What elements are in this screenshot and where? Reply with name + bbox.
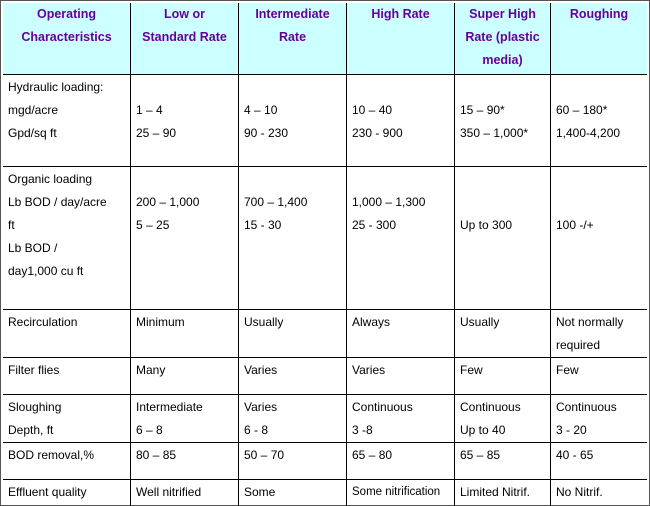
header-operating-characteristics: Operating Characteristics (3, 3, 131, 75)
trickling-filter-table (3, 3, 647, 506)
cell-sloughing-low: Intermediate 6 – 8 (131, 395, 239, 443)
row-label-filter-flies: Filter flies (3, 358, 131, 395)
row-label-recirculation: Recirculation (3, 310, 131, 358)
cell-recirculation-high: Always (347, 310, 455, 358)
header-roughing: Roughing (551, 3, 647, 75)
cell-effluent-high: Some nitrification (347, 480, 455, 506)
cell-hydraulic-super: 15 – 90* 350 – 1,000* (455, 75, 551, 167)
row-label-hydraulic-loading: Hydraulic loading: mgd/acre Gpd/sq ft (3, 75, 131, 167)
cell-hydraulic-intermediate: 4 – 10 90 - 230 (239, 75, 347, 167)
header-super-high-rate: Super High Rate (plastic media) (455, 3, 551, 75)
cell-effluent-roughing: No Nitrif. (556, 485, 603, 499)
cell-effluent-intermediate: Some (239, 480, 347, 506)
cell-flies-super: Few (455, 358, 551, 395)
table-row (3, 358, 647, 395)
row-label-effluent-quality: Effluent quality (3, 480, 131, 506)
cell-bod-roughing: 40 - 65 (551, 443, 647, 480)
cell-sloughing-super: Continuous Up to 40 (455, 395, 551, 443)
cell-flies-intermediate: Varies (239, 358, 347, 395)
row-label-sloughing: Sloughing Depth, ft (3, 395, 131, 443)
table-row (3, 75, 647, 167)
cell-recirculation-low: Minimum (131, 310, 239, 358)
cell-recirculation-roughing: Not normally required (551, 310, 647, 358)
cell-bod-high: 65 – 80 (347, 443, 455, 480)
cell-sloughing-roughing: Continuous 3 - 20 (551, 395, 647, 443)
cell-sloughing-high: Continuous 3 -8 (347, 395, 455, 443)
cell-recirculation-super: Usually (455, 310, 551, 358)
cell-organic-roughing: 100 -/+ (551, 167, 647, 310)
cell-bod-super: 65 – 85 (455, 443, 551, 480)
cell-effluent-low: Well nitrified (131, 480, 239, 506)
row-label-bod-removal: BOD removal,% (3, 443, 131, 480)
cell-flies-low: Many (131, 358, 239, 395)
header-low-rate: Low or Standard Rate (131, 3, 239, 75)
cell-hydraulic-low: 1 – 4 25 – 90 (131, 75, 239, 167)
table-row (3, 443, 647, 480)
cell-organic-high: 1,000 – 1,300 25 - 300 (347, 167, 455, 310)
row-label-organic-loading: Organic loading Lb BOD / day/acre ft Lb BOD / day1,000 cu ft (3, 167, 131, 310)
cell-hydraulic-high: 10 – 40 230 - 900 (347, 75, 455, 167)
header-high-rate: High Rate (347, 3, 455, 75)
table-row (3, 480, 647, 506)
cell-recirculation-intermediate: Usually (239, 310, 347, 358)
cell-bod-intermediate: 50 – 70 (239, 443, 347, 480)
header-row (3, 3, 647, 75)
cell-effluent-super: Limited Nitrif. (455, 480, 551, 506)
cell-organic-low: 200 – 1,000 5 – 25 (131, 167, 239, 310)
cell-flies-high: Varies (347, 358, 455, 395)
table-row (3, 310, 647, 358)
table-row (3, 395, 647, 443)
header-intermediate-rate: Intermediate Rate (239, 3, 347, 75)
cell-hydraulic-roughing: 60 – 180* 1,400-4,200 (551, 75, 647, 167)
cell-sloughing-intermediate: Varies 6 - 8 (239, 395, 347, 443)
cell-organic-intermediate: 700 – 1,400 15 - 30 (239, 167, 347, 310)
cell-flies-roughing: Few (551, 358, 647, 395)
cell-bod-low: 80 – 85 (131, 443, 239, 480)
cell-organic-super: Up to 300 (455, 167, 551, 310)
table-row (3, 167, 647, 310)
